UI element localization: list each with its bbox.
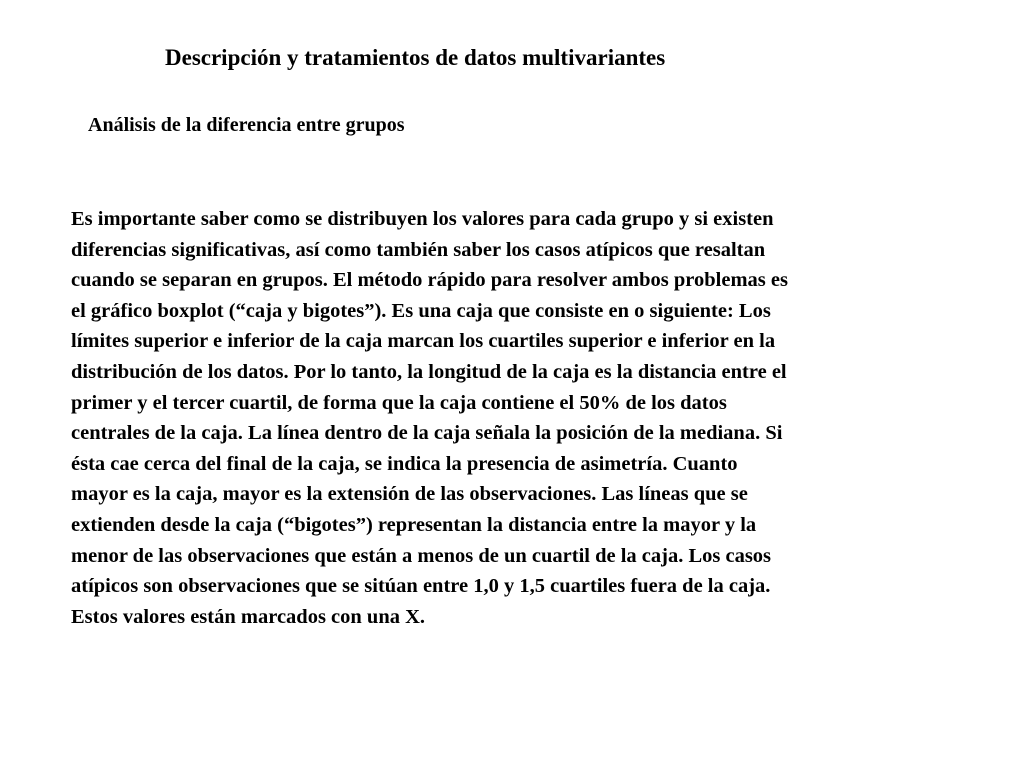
body-line: menor de las observaciones que están a menos de un cuartil de la caja. Los casos bbox=[71, 544, 772, 567]
body-line: el gráfico boxplot (“caja y bigotes”). Es una caja que consiste en o siguiente: Los bbox=[71, 299, 771, 322]
body-line: extienden desde la caja (“bigotes”) representan la distancia entre la mayor y la bbox=[71, 513, 757, 536]
body-line: primer y el tercer cuartil, de forma que la caja contiene el 50% de los datos bbox=[71, 391, 727, 414]
body-line: Es importante saber como se distribuyen los valores para cada grupo y si existen bbox=[71, 208, 774, 230]
body-line: atípicos son observaciones que se sitúan entre 1,0 y 1,5 cuartiles fuera de la caja. bbox=[71, 575, 771, 598]
body-line: diferencias significativas, así como también saber los casos atípicos que resaltan bbox=[71, 238, 766, 261]
slide-subtitle: Análisis de la diferencia entre grupos bbox=[88, 114, 405, 136]
body-paragraph bbox=[71, 204, 981, 632]
body-line: centrales de la caja. La línea dentro de la caja señala la posición de la mediana. Si bbox=[71, 422, 783, 445]
body-line: límites superior e inferior de la caja marcan los cuartiles superior e inferior en la bbox=[71, 330, 776, 353]
body-line: ésta cae cerca del final de la caja, se indica la presencia de asimetría. Cuanto bbox=[71, 452, 738, 475]
slide-title: Descripción y tratamientos de datos multivariantes bbox=[165, 45, 666, 70]
body-line: Estos valores están marcados con una X. bbox=[71, 605, 426, 628]
body-line: mayor es la caja, mayor es la extensión de las observaciones. Las líneas que se bbox=[71, 483, 748, 506]
body-line: distribución de los datos. Por lo tanto, la longitud de la caja es la distancia entre el bbox=[71, 360, 787, 383]
body-line: cuando se separan en grupos. El método rápido para resolver ambos problemas es bbox=[71, 269, 788, 292]
